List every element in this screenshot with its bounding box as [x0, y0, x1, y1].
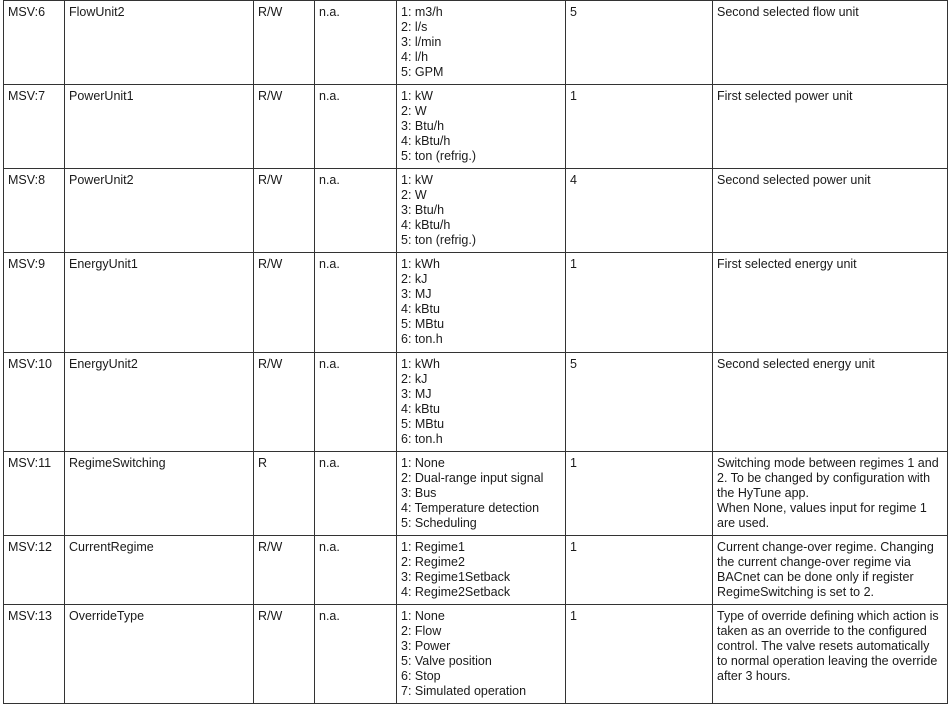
option-item: 2: W	[401, 188, 427, 202]
options-cell	[397, 452, 566, 536]
description-cell: Second selected power unit	[713, 169, 948, 253]
option-item: 1: kWh	[401, 257, 440, 271]
option-item: 2: Flow	[401, 624, 442, 638]
object-id-cell: MSV:9	[4, 253, 65, 353]
object-id-cell: MSV:8	[4, 169, 65, 253]
options-cell	[397, 605, 566, 704]
description-cell: Second selected energy unit	[713, 353, 948, 452]
table-row	[4, 85, 948, 169]
access-cell: R	[254, 452, 315, 536]
option-item: 2: kJ	[401, 372, 428, 386]
options-cell	[397, 353, 566, 452]
register-name-cell: PowerUnit1	[65, 85, 254, 169]
option-item: 1: kWh	[401, 357, 440, 371]
access-cell: R/W	[254, 85, 315, 169]
options-cell	[397, 85, 566, 169]
object-id-cell: MSV:13	[4, 605, 65, 704]
option-item: 3: Regime1Setback	[401, 570, 511, 584]
object-id-cell: MSV:7	[4, 85, 65, 169]
description-cell: First selected power unit	[713, 85, 948, 169]
option-item: 2: l/s	[401, 20, 428, 34]
option-item: 1: None	[401, 609, 445, 623]
description-cell	[713, 452, 948, 536]
access-cell: R/W	[254, 605, 315, 704]
unit-cell: n.a.	[315, 169, 397, 253]
options-cell	[397, 169, 566, 253]
default-value-cell: 1	[566, 605, 713, 704]
access-cell: R/W	[254, 353, 315, 452]
table-row	[4, 353, 948, 452]
description-line: When None, values input for regime 1 are used.	[717, 501, 927, 530]
option-item: 3: Btu/h	[401, 119, 445, 133]
option-item: 6: ton.h	[401, 432, 443, 446]
option-item: 1: kW	[401, 89, 433, 103]
register-name-cell: PowerUnit2	[65, 169, 254, 253]
register-name-cell: EnergyUnit2	[65, 353, 254, 452]
options-cell	[397, 1, 566, 85]
unit-cell: n.a.	[315, 353, 397, 452]
option-item: 3: Btu/h	[401, 203, 445, 217]
register-table	[3, 0, 948, 704]
option-item: 4: kBtu	[401, 402, 440, 416]
option-item: 4: Temperature detection	[401, 501, 540, 515]
table-row	[4, 536, 948, 605]
option-item: 3: MJ	[401, 387, 432, 401]
options-cell	[397, 253, 566, 353]
default-value-cell: 1	[566, 253, 713, 353]
table-row	[4, 605, 948, 704]
option-item: 3: Bus	[401, 486, 437, 500]
option-item: 5: ton (refrig.)	[401, 149, 477, 163]
option-item: 2: Dual-range input signal	[401, 471, 544, 485]
default-value-cell: 1	[566, 85, 713, 169]
description-cell: First selected energy unit	[713, 253, 948, 353]
unit-cell: n.a.	[315, 536, 397, 605]
description-cell: Type of override defining which action is taken as an override to the configured control. The valve resets automatically to normal operation leaving the override after 3 hours.	[713, 605, 948, 704]
option-item: 5: Valve position	[401, 654, 492, 668]
option-item: 4: kBtu/h	[401, 134, 451, 148]
description-line: Switching mode between regimes 1 and 2. To be changed by configuration with the HyTune app.	[717, 456, 939, 500]
object-id-cell: MSV:11	[4, 452, 65, 536]
option-item: 6: Stop	[401, 669, 441, 683]
option-item: 3: MJ	[401, 287, 432, 301]
description-cell: Current change-over regime. Changing the current change-over regime via BACnet can be done only if register RegimeSwitching is set to 2.	[713, 536, 948, 605]
default-value-cell: 4	[566, 169, 713, 253]
object-id-cell: MSV:12	[4, 536, 65, 605]
table-row	[4, 1, 948, 85]
unit-cell: n.a.	[315, 605, 397, 704]
option-item: 2: W	[401, 104, 427, 118]
register-name-cell: OverrideType	[65, 605, 254, 704]
description-cell: Second selected flow unit	[713, 1, 948, 85]
access-cell: R/W	[254, 536, 315, 605]
option-item: 6: ton.h	[401, 332, 443, 346]
option-item: 1: kW	[401, 173, 433, 187]
option-item: 1: Regime1	[401, 540, 465, 554]
table-row	[4, 253, 948, 353]
object-id-cell: MSV:10	[4, 353, 65, 452]
unit-cell: n.a.	[315, 1, 397, 85]
default-value-cell: 5	[566, 353, 713, 452]
option-item: 2: kJ	[401, 272, 428, 286]
access-cell: R/W	[254, 169, 315, 253]
options-cell	[397, 536, 566, 605]
unit-cell: n.a.	[315, 85, 397, 169]
unit-cell: n.a.	[315, 452, 397, 536]
option-item: 2: Regime2	[401, 555, 465, 569]
option-item: 3: l/min	[401, 35, 442, 49]
option-item: 5: MBtu	[401, 417, 445, 431]
table-row	[4, 169, 948, 253]
unit-cell: n.a.	[315, 253, 397, 353]
register-name-cell: FlowUnit2	[65, 1, 254, 85]
option-item: 5: MBtu	[401, 317, 445, 331]
option-item: 3: Power	[401, 639, 451, 653]
register-name-cell: EnergyUnit1	[65, 253, 254, 353]
option-item: 4: kBtu/h	[401, 218, 451, 232]
default-value-cell: 5	[566, 1, 713, 85]
option-item: 1: None	[401, 456, 445, 470]
object-id-cell: MSV:6	[4, 1, 65, 85]
table-row	[4, 452, 948, 536]
option-item: 1: m3/h	[401, 5, 443, 19]
register-name-cell: CurrentRegime	[65, 536, 254, 605]
option-item: 7: Simulated operation	[401, 684, 527, 698]
register-name-cell: RegimeSwitching	[65, 452, 254, 536]
option-item: 5: GPM	[401, 65, 444, 79]
option-item: 5: ton (refrig.)	[401, 233, 477, 247]
default-value-cell: 1	[566, 452, 713, 536]
access-cell: R/W	[254, 253, 315, 353]
option-item: 4: kBtu	[401, 302, 440, 316]
access-cell: R/W	[254, 1, 315, 85]
default-value-cell: 1	[566, 536, 713, 605]
option-item: 5: Scheduling	[401, 516, 477, 530]
option-item: 4: Regime2Setback	[401, 585, 511, 599]
option-item: 4: l/h	[401, 50, 429, 64]
